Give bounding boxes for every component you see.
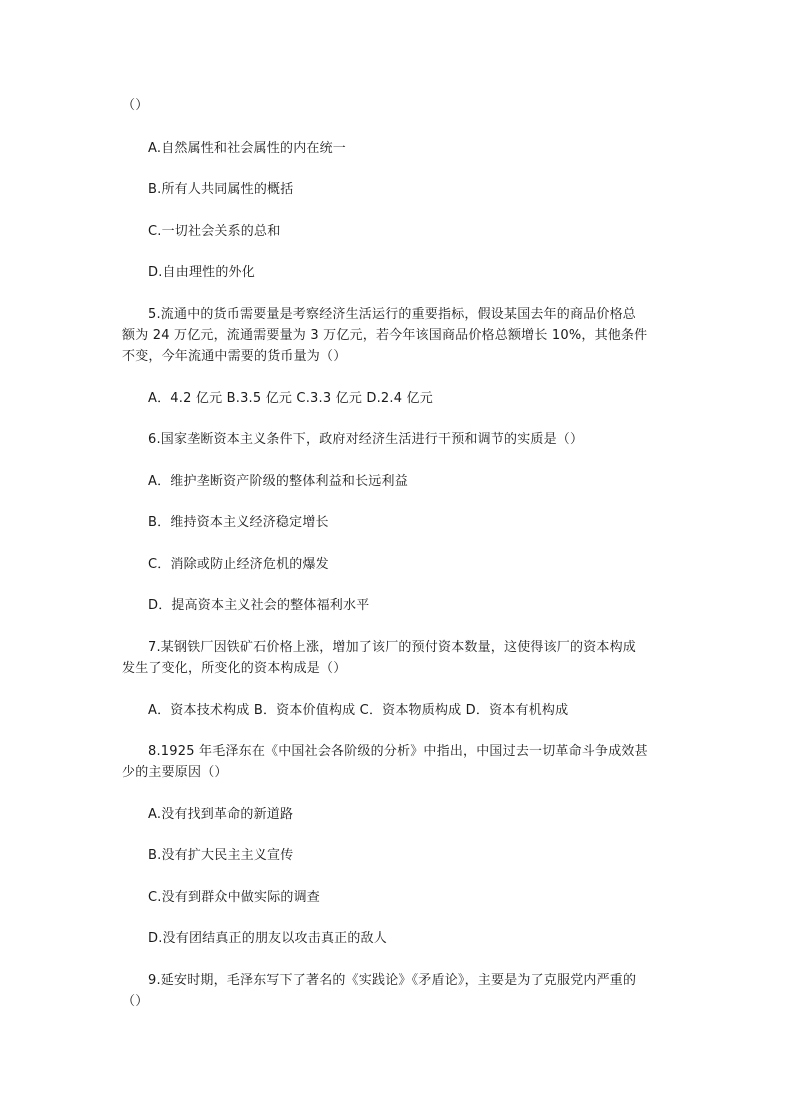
q4-option-c: C.一切社会关系的总和 bbox=[148, 224, 281, 239]
q6-option-d: D．提高资本主义社会的整体福利水平 bbox=[148, 598, 370, 613]
q5-question-line1: 5.流通中的货币需要量是考察经济生活运行的重要指标，假设某国去年的商品价格总 bbox=[148, 307, 637, 322]
q4-option-b: B.所有人共同属性的概括 bbox=[148, 182, 294, 197]
q8-option-d: D.没有团结真正的朋友以攻击真正的敌人 bbox=[148, 931, 387, 946]
q4-option-a: A.自然属性和社会属性的内在统一 bbox=[148, 141, 346, 156]
q6-option-b: B．维持资本主义经济稳定增长 bbox=[148, 515, 329, 530]
q4-option-d: D.自由理性的外化 bbox=[148, 265, 255, 280]
q8-option-c: C.没有到群众中做实际的调查 bbox=[148, 890, 321, 905]
q8-question-line2: 少的主要原因（） bbox=[122, 765, 228, 780]
q7-options: A．资本技术构成 B．资本价值构成 C．资本物质构成 D．资本有机构成 bbox=[148, 703, 569, 718]
q5-options: A．4.2 亿元 B.3.5 亿元 C.3.3 亿元 D.2.4 亿元 bbox=[148, 391, 433, 406]
q4-blank: （） bbox=[122, 98, 149, 113]
q8-option-a: A.没有找到革命的新道路 bbox=[148, 807, 294, 822]
q5-question-line3: 不变，今年流通中需要的货币量为（） bbox=[122, 349, 347, 364]
q9-question-line1: 9.延安时期，毛泽东写下了著名的《实践论》《矛盾论》，主要是为了克服党内严重的 bbox=[148, 973, 637, 988]
q9-question-line2: （） bbox=[122, 994, 149, 1009]
q6-option-a: A．维护垄断资产阶级的整体利益和长远利益 bbox=[148, 474, 408, 489]
q6-question: 6.国家垄断资本主义条件下，政府对经济生活进行干预和调节的实质是（） bbox=[148, 432, 584, 447]
q8-question-line1: 8.1925 年毛泽东在《中国社会各阶级的分析》中指出，中国过去一切革命斗争成效甚 bbox=[148, 744, 648, 759]
q7-question-line1: 7.某钢铁厂因铁矿石价格上涨，增加了该厂的预付资本数量，这使得该厂的资本构成 bbox=[148, 640, 637, 655]
q5-question-line2: 额为 24 万亿元，流通需要量为 3 万亿元，若今年该国商品价格总额增长 10%，其他条件 bbox=[122, 328, 648, 343]
q7-question-line2: 发生了变化，所变化的资本构成是（） bbox=[122, 661, 347, 676]
q8-option-b: B.没有扩大民主主义宣传 bbox=[148, 848, 294, 863]
q6-option-c: C．消除或防止经济危机的爆发 bbox=[148, 557, 329, 572]
